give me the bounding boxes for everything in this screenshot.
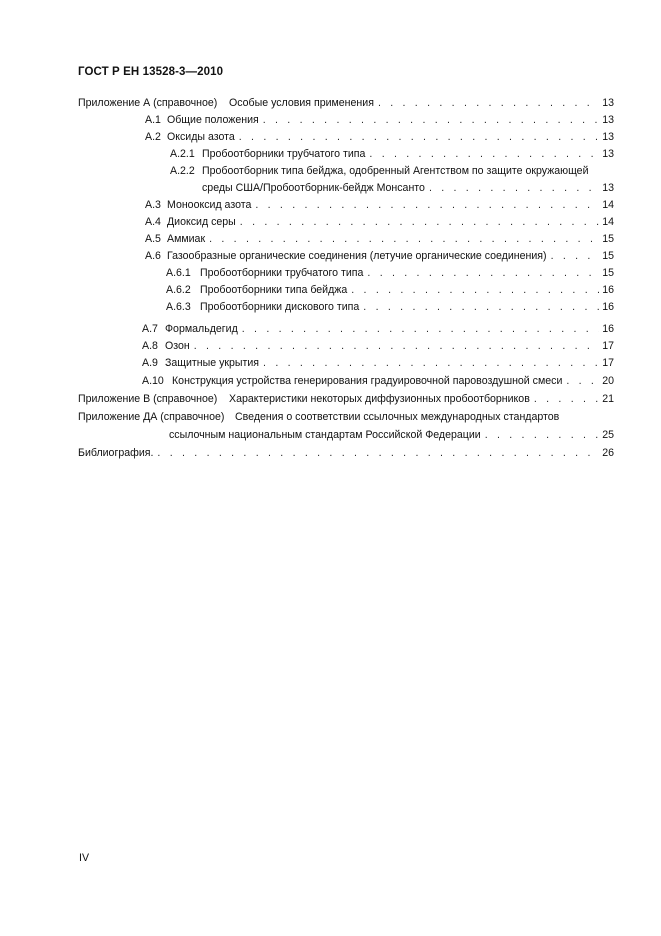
toc-entry-continuation [0, 427, 614, 443]
toc-entry-number: А.3 [145, 199, 161, 211]
toc-entry-number: А.6.3 [166, 301, 191, 313]
toc-leader [263, 355, 599, 371]
toc-entry [0, 338, 614, 354]
toc-entry [0, 373, 614, 389]
toc-entry [0, 231, 614, 247]
toc-entry-title: Аммиак [167, 233, 206, 245]
toc-entry-title: ссылочным национальным стандартам Российской Федерации [169, 429, 481, 441]
toc-leader [551, 248, 599, 264]
toc-leader [239, 129, 599, 145]
toc-entry-page: 16 [602, 301, 614, 313]
toc-entry-number: А.10 [142, 375, 164, 387]
toc-entry-number: А.2.1 [170, 148, 195, 160]
toc-entry [0, 445, 614, 461]
toc-entry-page: 21 [602, 393, 614, 405]
toc-entry-page: 15 [602, 233, 614, 245]
toc-entry-title: Формальдегид [165, 323, 238, 335]
toc-entry-number: А.5 [145, 233, 161, 245]
page-number: IV [79, 852, 90, 864]
toc-entry-number: А.6.2 [166, 284, 191, 296]
toc-entry-title: Монооксид азота [167, 199, 252, 211]
toc-entry-page: 13 [602, 97, 614, 109]
toc-entry [0, 146, 614, 162]
toc-leader [194, 338, 599, 354]
toc-entry-title: Озон [165, 340, 190, 352]
toc-entry-number: А.2.2 [170, 165, 195, 177]
toc-entry-number: А.6.1 [166, 267, 191, 279]
toc-leader [363, 299, 599, 315]
toc-entry-title: Общие положения [167, 114, 259, 126]
toc-entry-title: Оксиды азота [167, 131, 235, 143]
toc-entry-title: Пробоотборники трубчатого типа [200, 267, 364, 279]
toc-leader [242, 321, 599, 337]
toc-entry-title: Особые условия применения [229, 97, 374, 109]
toc-leader [157, 445, 599, 461]
toc-entry-title: Пробоотборники трубчатого типа [202, 148, 366, 160]
toc-entry-number: Приложение ДА (справочное) [78, 411, 225, 423]
toc-entry-number: Приложение В (справочное) [78, 393, 218, 405]
toc-entry-page: 17 [602, 340, 614, 352]
toc-entry [0, 129, 614, 145]
toc-entry-title: Защитные укрытия [165, 357, 260, 369]
toc-entry-title: Сведения о соответствии ссылочных международных стандартов [235, 411, 560, 423]
toc-entry [0, 248, 614, 264]
toc-entry [0, 391, 614, 407]
toc-entry-title: Библиография. [78, 447, 154, 459]
toc-entry-title: среды США/Пробоотборник-бейдж Монсанто [202, 182, 425, 194]
toc-entry-title: Пробоотборник типа бейджа, одобренный Агентством по защите окружающей [202, 165, 589, 177]
toc-entry-page: 26 [602, 447, 614, 459]
toc-entry-number: А.2 [145, 131, 161, 143]
toc-entry-title: Газообразные органические соединения (летучие органические соединения) [167, 250, 547, 262]
document-header: ГОСТ Р ЕН 13528-3—2010 [78, 66, 224, 78]
toc-entry-page: 25 [602, 429, 614, 441]
toc-entry-number: А.9 [142, 357, 158, 369]
toc-leader [369, 146, 599, 162]
toc-entry-page: 13 [602, 131, 614, 143]
toc-leader [534, 391, 599, 407]
toc-entry-page: 17 [602, 357, 614, 369]
toc-entry-page: 20 [602, 375, 614, 387]
toc-entry-title: Конструкция устройства генерирования градуировочной паровоздушной смеси [172, 375, 563, 387]
toc-entry [0, 282, 614, 298]
toc-entry-title: Пробоотборники дискового типа [200, 301, 360, 313]
toc-leader [367, 265, 599, 281]
toc-entry-page: 15 [602, 267, 614, 279]
toc-entry-title: Диоксид серы [167, 216, 236, 228]
toc-entry [0, 95, 614, 111]
toc-entry [0, 265, 614, 281]
toc-entry [0, 299, 614, 315]
toc-entry-number: А.7 [142, 323, 158, 335]
toc-entry-title: Пробоотборники типа бейджа [200, 284, 348, 296]
toc-leader [240, 214, 599, 230]
toc-entry-continuation [0, 180, 614, 196]
toc-entry-page: 14 [602, 216, 614, 228]
toc-leader [263, 112, 599, 128]
toc-leader [255, 197, 599, 213]
toc-entry-page: 13 [602, 148, 614, 160]
toc-entry-number: А.6 [145, 250, 161, 262]
toc-entry-number: А.1 [145, 114, 161, 126]
toc-entry [0, 214, 614, 230]
toc-leader [485, 427, 599, 443]
toc-entry-number: А.4 [145, 216, 161, 228]
toc-leader [209, 231, 599, 247]
toc-entry [0, 355, 614, 371]
toc-entry-page: 13 [602, 114, 614, 126]
toc-leader [351, 282, 599, 298]
toc-leader [566, 373, 599, 389]
toc-entry [0, 197, 614, 213]
toc-entry-title: Характеристики некоторых диффузионных пробоотборников [229, 393, 530, 405]
toc-entry [0, 163, 614, 179]
toc-entry-number: Приложение А (справочное) [78, 97, 218, 109]
toc-entry [0, 409, 614, 425]
toc-leader [378, 95, 599, 111]
toc-entry-page: 15 [602, 250, 614, 262]
toc-entry-page: 14 [602, 199, 614, 211]
toc-entry-page: 16 [602, 284, 614, 296]
toc-entry [0, 321, 614, 337]
toc-entry-page: 16 [602, 323, 614, 335]
toc-leader [429, 180, 599, 196]
toc-entry [0, 112, 614, 128]
toc-entry-page: 13 [602, 182, 614, 194]
toc-entry-number: А.8 [142, 340, 158, 352]
